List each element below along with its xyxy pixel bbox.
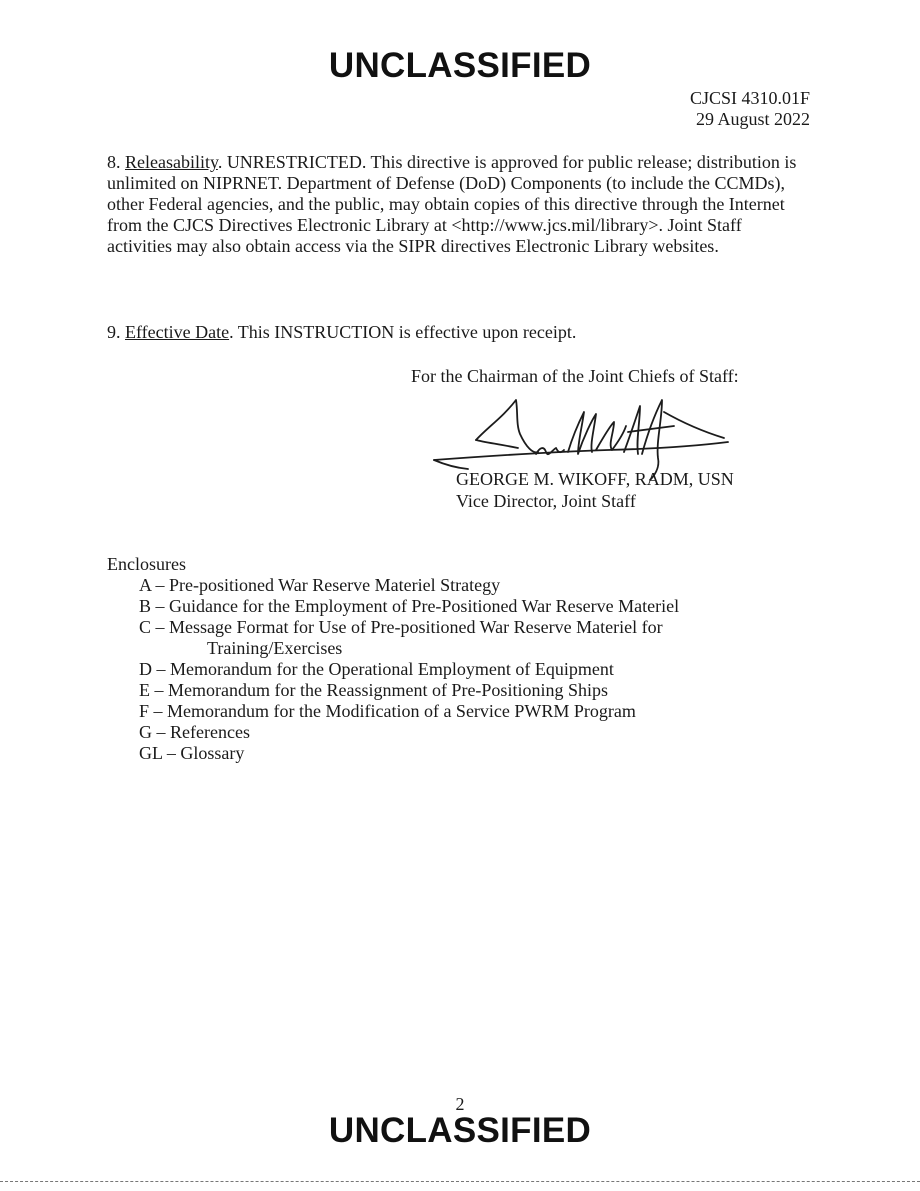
enclosure-item xyxy=(139,575,799,596)
page-number: 2 xyxy=(455,1094,465,1114)
para8-text: . UNRESTRICTED. This directive is approved for public release; distribution is unlimited on NIPRNET. Department of Defense (DoD) Components (to include the CCMDs), other Federal agencies, and the public, may obtain copies of this directive through the Internet from the CJCS Directives Electronic Library at <http://www.jcs.mil/library>. Joint Staff activities may also obtain access via the SIPR directives Electronic Library websites. xyxy=(107,152,797,256)
para9-text: . This INSTRUCTION is effective upon receipt. xyxy=(229,322,577,342)
enclosure-label: F – Memorandum for the Modification of a Service PWRM Program xyxy=(139,701,636,721)
enclosure-label-continuation: Training/Exercises xyxy=(207,638,343,658)
footer-divider xyxy=(0,1181,920,1182)
enclosure-item xyxy=(139,743,799,764)
document-identifier xyxy=(690,88,810,130)
signature-for-line: For the Chairman of the Joint Chiefs of Staff: xyxy=(411,366,739,386)
enclosure-label: C – Message Format for Use of Pre-positioned War Reserve Materiel for xyxy=(139,617,663,637)
para9-number: 9. xyxy=(107,322,121,342)
enclosure-label: G – References xyxy=(139,722,250,742)
enclosure-item xyxy=(139,617,799,659)
enclosure-label: GL – Glossary xyxy=(139,743,245,763)
para8-heading: Releasability xyxy=(125,152,218,172)
enclosures-heading: Enclosures xyxy=(107,554,186,574)
enclosure-item xyxy=(139,596,799,617)
enclosure-item xyxy=(139,659,799,680)
para9-heading: Effective Date xyxy=(125,322,230,342)
classification-marking-top: UNCLASSIFIED xyxy=(328,46,592,85)
para8-number: 8. xyxy=(107,152,121,172)
enclosure-label: E – Memorandum for the Reassignment of Pre-Positioning Ships xyxy=(139,680,608,700)
signatory-name: GEORGE M. WIKOFF, RADM, USN xyxy=(456,469,734,489)
signatory-title: Vice Director, Joint Staff xyxy=(456,491,636,511)
enclosure-item xyxy=(139,722,799,743)
enclosure-label: D – Memorandum for the Operational Employment of Equipment xyxy=(139,659,614,679)
paragraph-effective-date xyxy=(107,322,797,343)
enclosure-item xyxy=(139,701,799,722)
paragraph-releasability xyxy=(107,152,797,257)
enclosures-list xyxy=(139,575,799,764)
classification-marking-bottom: UNCLASSIFIED xyxy=(328,1111,592,1150)
enclosure-item xyxy=(139,680,799,701)
doc-number: CJCSI 4310.01F xyxy=(689,88,810,108)
doc-date: 29 August 2022 xyxy=(695,109,810,129)
enclosure-label: B – Guidance for the Employment of Pre-Positioned War Reserve Materiel xyxy=(139,596,680,616)
enclosure-label: A – Pre-positioned War Reserve Materiel Strategy xyxy=(139,575,501,595)
